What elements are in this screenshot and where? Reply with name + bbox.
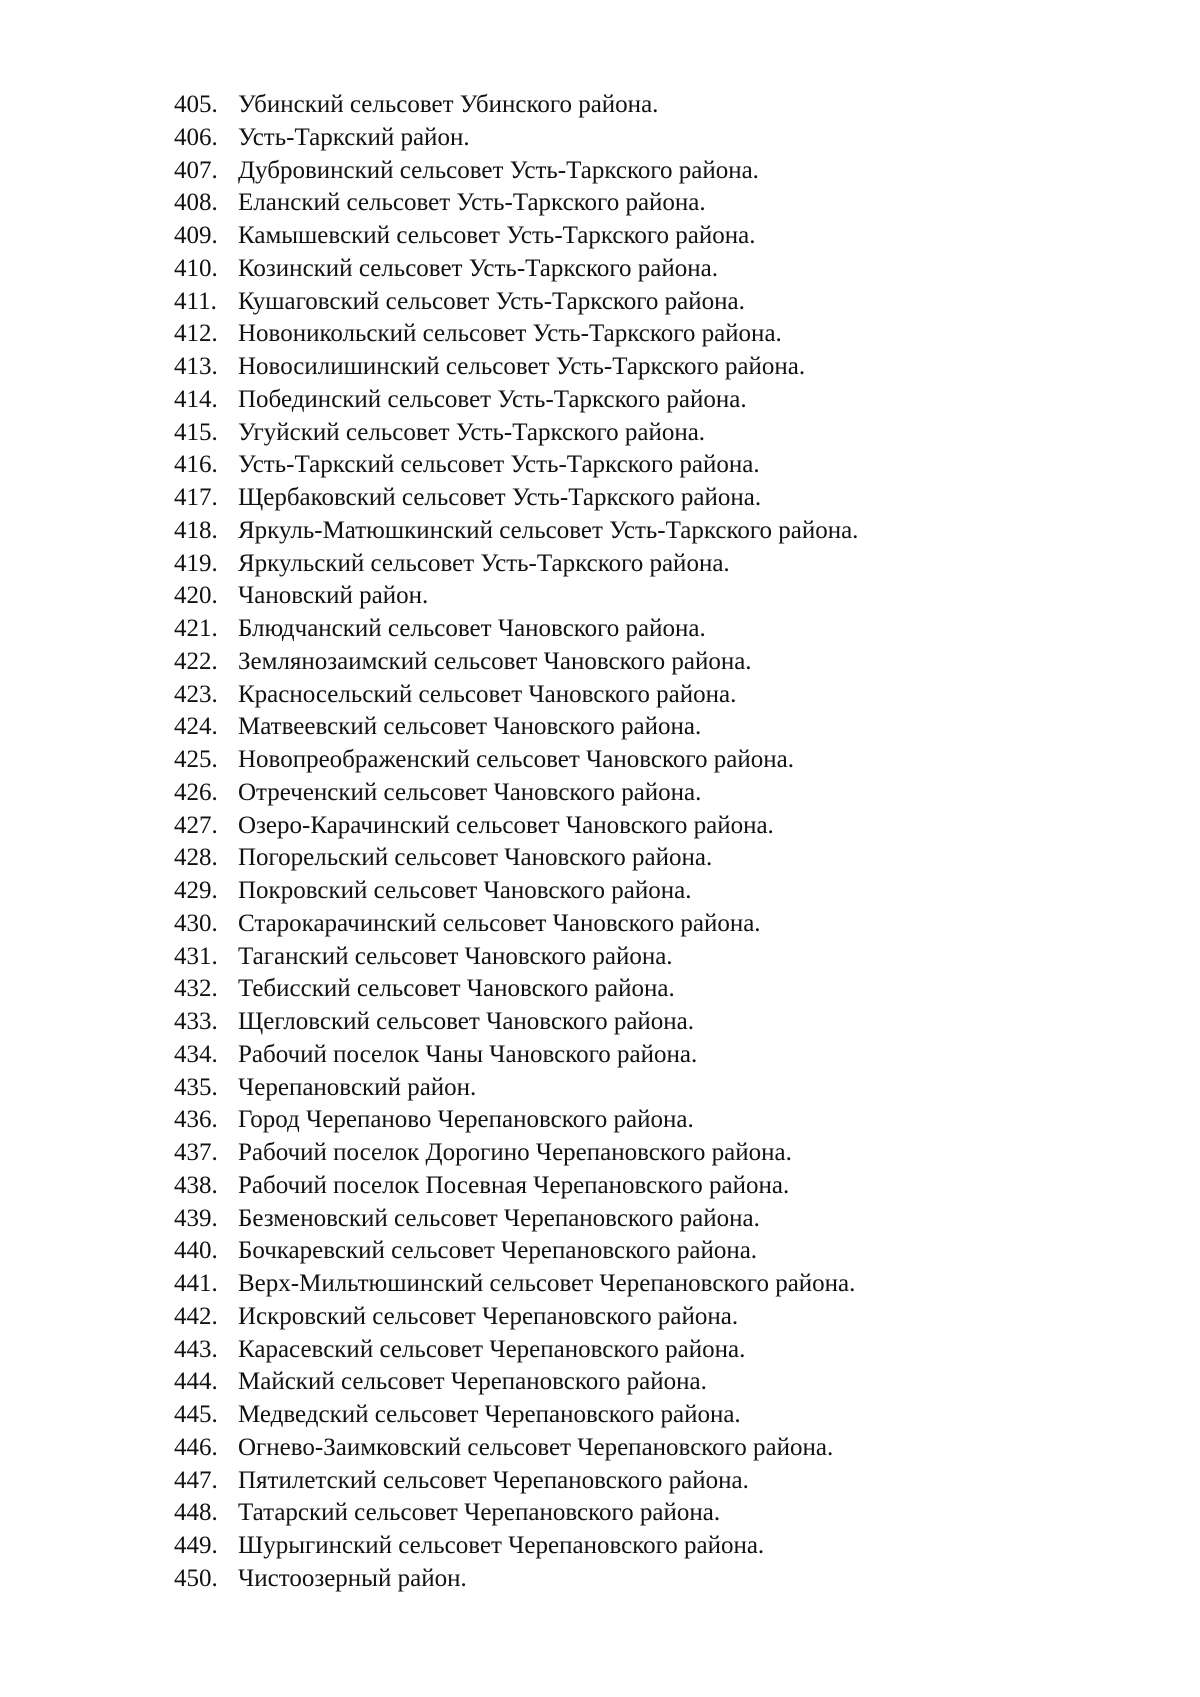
item-text: Побединский сельсовет Усть-Таркского района. <box>238 385 747 413</box>
item-text: Таганский сельсовет Чановского района. <box>238 942 673 970</box>
item-text: Блюдчанский сельсовет Чановского района. <box>238 615 706 642</box>
item-number: 405. <box>174 91 218 118</box>
item-number: 416. <box>174 451 218 479</box>
item-text: Карасевский сельсовет Черепановского района. <box>238 1335 746 1363</box>
list-item <box>0 187 1200 220</box>
list-item <box>0 449 1200 482</box>
item-text: Яркуль-Матюшкинский сельсовет Усть-Таркского района. <box>238 516 859 544</box>
list-item <box>0 1006 1200 1039</box>
item-number: 445. <box>174 1401 218 1428</box>
item-number: 420. <box>174 582 218 610</box>
item-number: 410. <box>174 254 218 282</box>
item-text: Город Черепаново Черепановского района. <box>238 1106 694 1134</box>
item-number: 408. <box>174 189 218 217</box>
item-text: Медведский сельсовет Черепановского района. <box>238 1401 741 1428</box>
item-text: Камышевский сельсовет Усть-Таркского района. <box>238 222 756 249</box>
item-text: Огнево-Заимковский сельсовет Черепановского района. <box>238 1433 834 1461</box>
list-item <box>0 842 1200 875</box>
item-number: 430. <box>174 909 218 937</box>
item-number: 417. <box>174 484 218 511</box>
item-number: 415. <box>174 418 218 446</box>
item-number: 413. <box>174 353 218 380</box>
item-number: 438. <box>174 1171 218 1199</box>
item-number: 407. <box>174 156 218 184</box>
list-item <box>0 1366 1200 1399</box>
item-text: Татарский сельсовет Черепановского района. <box>238 1499 721 1527</box>
item-text: Отреченский сельсовет Чановского района. <box>238 778 702 806</box>
item-number: 427. <box>174 811 218 839</box>
list-item <box>0 1170 1200 1203</box>
item-number: 444. <box>174 1368 218 1396</box>
item-number: 432. <box>174 975 218 1003</box>
item-text: Дубровинский сельсовет Усть-Таркского района. <box>238 156 759 184</box>
item-number: 406. <box>174 123 218 151</box>
item-number: 433. <box>174 1008 218 1035</box>
item-text: Искровский сельсовет Черепановского района. <box>238 1302 739 1330</box>
item-text: Красносельский сельсовет Чановского района. <box>238 680 737 708</box>
item-number: 435. <box>174 1073 218 1101</box>
list-item <box>0 318 1200 351</box>
list-item <box>0 1104 1200 1137</box>
list-item <box>0 875 1200 908</box>
item-number: 418. <box>174 516 218 544</box>
item-text: Усть-Таркский район. <box>238 123 470 151</box>
item-number: 434. <box>174 1040 218 1068</box>
item-number: 426. <box>174 778 218 806</box>
item-text: Еланский сельсовет Усть-Таркского района. <box>238 189 706 217</box>
item-text: Новопреображенский сельсовет Чановского района. <box>238 746 794 773</box>
list-item <box>0 220 1200 253</box>
item-number: 429. <box>174 877 218 904</box>
item-number: 414. <box>174 385 218 413</box>
item-number: 425. <box>174 746 218 773</box>
item-text: Щегловский сельсовет Чановского района. <box>238 1008 695 1035</box>
item-text: Убинский сельсовет Убинского района. <box>238 91 659 118</box>
list-item <box>0 1497 1200 1530</box>
item-number: 428. <box>174 844 218 872</box>
item-number: 437. <box>174 1139 218 1166</box>
item-number: 440. <box>174 1237 218 1265</box>
list-item <box>0 482 1200 515</box>
item-text: Рабочий поселок Чаны Чановского района. <box>238 1040 698 1068</box>
list-item <box>0 1203 1200 1236</box>
item-text: Землянозаимский сельсовет Чановского района. <box>238 647 752 675</box>
item-text: Чистоозерный район. <box>238 1564 467 1592</box>
item-number: 436. <box>174 1106 218 1134</box>
item-number: 439. <box>174 1204 218 1232</box>
list-item <box>0 351 1200 384</box>
item-text: Майский сельсовет Черепановского района. <box>238 1368 707 1396</box>
list-item <box>0 1235 1200 1268</box>
list-item <box>0 1563 1200 1596</box>
item-text: Безменовский сельсовет Черепановского района. <box>238 1204 760 1232</box>
list-item <box>0 580 1200 613</box>
item-text: Чановский район. <box>238 582 429 610</box>
item-text: Яркульский сельсовет Усть-Таркского района. <box>238 549 730 577</box>
item-text: Пятилетский сельсовет Черепановского района. <box>238 1466 749 1494</box>
list-item <box>0 908 1200 941</box>
item-text: Озеро-Карачинский сельсовет Чановского района. <box>238 811 774 839</box>
list-item <box>0 384 1200 417</box>
item-text: Кушаговский сельсовет Усть-Таркского района. <box>238 287 745 315</box>
list-item <box>0 613 1200 646</box>
item-number: 449. <box>174 1532 218 1559</box>
item-number: 411. <box>174 287 217 315</box>
item-number: 447. <box>174 1466 218 1494</box>
item-text: Козинский сельсовет Усть-Таркского района. <box>238 254 718 282</box>
list-item <box>0 1137 1200 1170</box>
list-item <box>0 679 1200 712</box>
list-item <box>0 1530 1200 1563</box>
item-text: Матвеевский сельсовет Чановского района. <box>238 713 702 741</box>
item-number: 443. <box>174 1335 218 1363</box>
item-number: 441. <box>174 1270 218 1297</box>
item-text: Щербаковский сельсовет Усть-Таркского района. <box>238 484 762 511</box>
item-number: 419. <box>174 549 218 577</box>
item-text: Рабочий поселок Посевная Черепановского района. <box>238 1171 790 1199</box>
list-item <box>0 253 1200 286</box>
item-text: Усть-Таркский сельсовет Усть-Таркского района. <box>238 451 760 479</box>
list-item <box>0 973 1200 1006</box>
list-item <box>0 1039 1200 1072</box>
item-number: 422. <box>174 647 218 675</box>
item-number: 431. <box>174 942 218 970</box>
item-text: Новосилишинский сельсовет Усть-Таркского района. <box>238 353 806 380</box>
list-item <box>0 286 1200 319</box>
item-number: 409. <box>174 222 218 249</box>
list-item <box>0 711 1200 744</box>
list-item <box>0 1334 1200 1367</box>
item-text: Погорельский сельсовет Чановского района. <box>238 844 713 872</box>
list-item <box>0 777 1200 810</box>
list-item <box>0 810 1200 843</box>
list-item <box>0 646 1200 679</box>
list-item <box>0 1072 1200 1105</box>
item-number: 412. <box>174 320 218 348</box>
item-text: Шурыгинский сельсовет Черепановского района. <box>238 1532 765 1559</box>
list-item <box>0 155 1200 188</box>
item-number: 421. <box>174 615 218 642</box>
list-item <box>0 122 1200 155</box>
item-number: 423. <box>174 680 218 708</box>
list-item <box>0 89 1200 122</box>
list-item <box>0 548 1200 581</box>
item-number: 424. <box>174 713 218 741</box>
item-text: Рабочий поселок Дорогино Черепановского района. <box>238 1139 792 1166</box>
item-text: Черепановский район. <box>238 1073 477 1101</box>
item-number: 450. <box>174 1564 218 1592</box>
list-item <box>0 744 1200 777</box>
item-number: 446. <box>174 1433 218 1461</box>
item-text: Тебисский сельсовет Чановского района. <box>238 975 675 1003</box>
list-item <box>0 417 1200 450</box>
list-item <box>0 515 1200 548</box>
item-text: Верх-Мильтюшинский сельсовет Черепановского района. <box>238 1270 856 1297</box>
list-item <box>0 1465 1200 1498</box>
list-item <box>0 1399 1200 1432</box>
item-text: Покровский сельсовет Чановского района. <box>238 877 692 904</box>
list-item <box>0 1432 1200 1465</box>
item-text: Угуйский сельсовет Усть-Таркского района. <box>238 418 706 446</box>
list-item <box>0 941 1200 974</box>
list-item <box>0 1268 1200 1301</box>
item-text: Новоникольский сельсовет Усть-Таркского района. <box>238 320 782 348</box>
numbered-list <box>0 89 1200 1596</box>
item-number: 442. <box>174 1302 218 1330</box>
list-item <box>0 1301 1200 1334</box>
item-text: Старокарачинский сельсовет Чановского района. <box>238 909 761 937</box>
item-text: Бочкаревский сельсовет Черепановского района. <box>238 1237 758 1265</box>
item-number: 448. <box>174 1499 218 1527</box>
